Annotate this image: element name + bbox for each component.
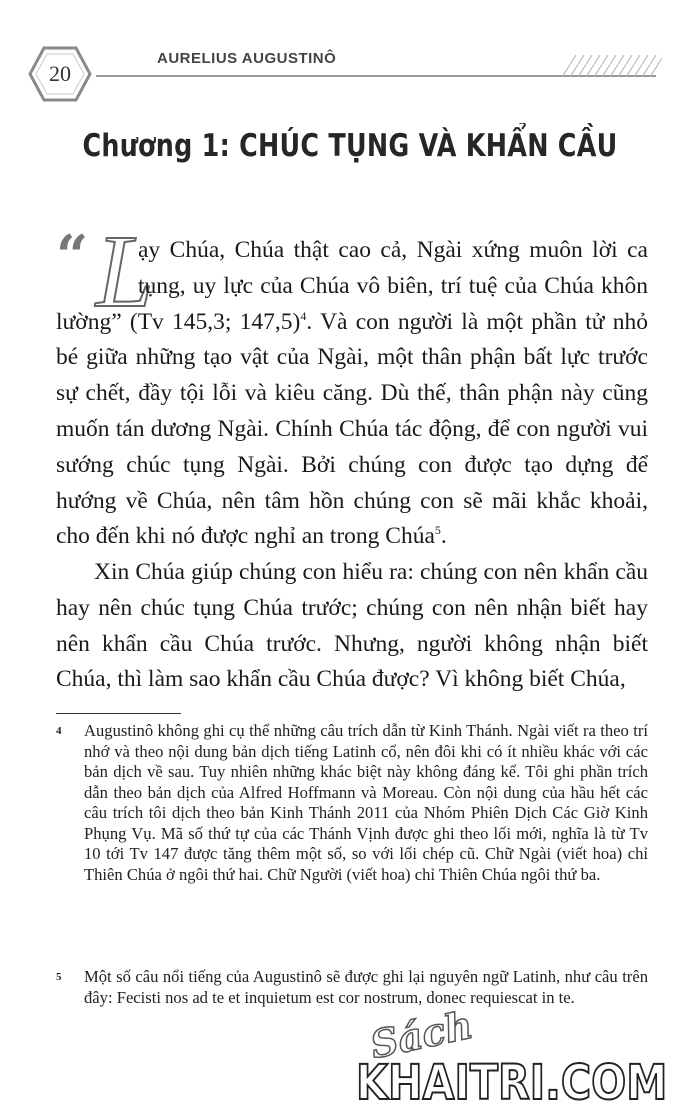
footnote-text: Augustinô không ghi cụ thể những câu trích dẫn từ Kinh Thánh. Ngài viết ra theo trí nhớ và theo nội dung bản dịch tiếng Latinh cổ, nên đôi khi có ít nhiều khác với các bản dịch về sau. Tuy nhiên những khác biệt này không đáng kể. Tôi ghi phần trích dẫn theo bản dịch của Alfred Hoffmann và Moreau. Còn nội dung của hầu hết các câu trích tôi dịch theo bản Kinh Thánh 2011 của Nhóm Phiên Dịch Các Giờ Kinh Phụng Vụ. Mã số thứ tự của các Thánh Vịnh được ghi theo lối mới, nghĩa là từ Tv 10 tới Tv 147 được tăng thêm một số, so với lối chép cũ. Chữ Ngài (viết hoa) chỉ Thiên Chúa ở ngôi thứ hai. Chữ Người (viết hoa) chỉ Thiên Chúa ngôi thứ ba. xyxy=(84,721,648,884)
footnote-text: Một số câu nổi tiếng của Augustinô sẽ được ghi lại nguyên ngữ Latinh, như câu trên đây: Fecisti nos ad te et inquietum est cor nostrum, donec requiescat in te. xyxy=(84,967,648,1007)
footnote-number: 4 xyxy=(56,725,62,737)
body-paragraph-2: Xin Chúa giúp chúng con hiểu ra: chúng con nên khẩn cầu hay nên chúc tụng Chúa trước; chúng con nên nhận biết hay nên khẩn cầu Chúa trước. Nhưng, người không nhận biết Chúa, thì làm sao khẩn cầu Chúa được? Vì không biết Chúa, xyxy=(56,559,648,693)
watermark-script: Sách xyxy=(366,1001,477,1068)
footnote-number: 5 xyxy=(56,971,62,983)
paragraph-1-text-a: ạy Chúa, Chúa thật cao cả, Ngài xứng muôn lời ca tụng, uy lực của Chúa vô biên, trí tuệ của Chúa khôn lường” (Tv 145,3; 147,5) xyxy=(56,237,648,335)
paragraph-1-text-b: . Và con người là một phần tử nhỏ bé giữa những tạo vật của Ngài, một thân phận bất lực trước sự chết, đầy tội lỗi và kiêu căng. Dù thế, thân phận này cũng muốn tán dương Ngài. Chính Chúa tác động, để con người vui sướng chúc tụng Ngài. Bởi chúng con được tạo dựng để hướng về Chúa, nên tâm hồn chúng con sẽ mãi khắc khoải, cho đến khi nó được nghỉ an trong Chúa xyxy=(56,308,648,550)
chapter-title: Chương 1: CHÚC TỤNG VÀ KHẨN CẦU xyxy=(82,128,618,164)
dropcap-letter: L xyxy=(96,214,154,329)
body-paragraph-1 xyxy=(56,233,648,555)
paragraph-1-text-c: . xyxy=(440,523,447,550)
hatch-decoration-icon xyxy=(562,55,662,77)
footnote-ref-5: 5 xyxy=(434,523,441,538)
footnote-4 xyxy=(56,721,648,885)
page-number: 20 xyxy=(49,61,71,86)
page-header xyxy=(0,0,700,110)
footnote-5 xyxy=(56,967,648,1008)
footnote-ref-4: 4 xyxy=(300,308,307,323)
watermark-logo: KHAITRI.COM xyxy=(356,1055,668,1111)
running-header-author: AURELIUS AUGUSTINÔ xyxy=(157,50,337,67)
opening-quote-mark: “ xyxy=(56,223,89,289)
footnote-separator xyxy=(56,713,181,714)
